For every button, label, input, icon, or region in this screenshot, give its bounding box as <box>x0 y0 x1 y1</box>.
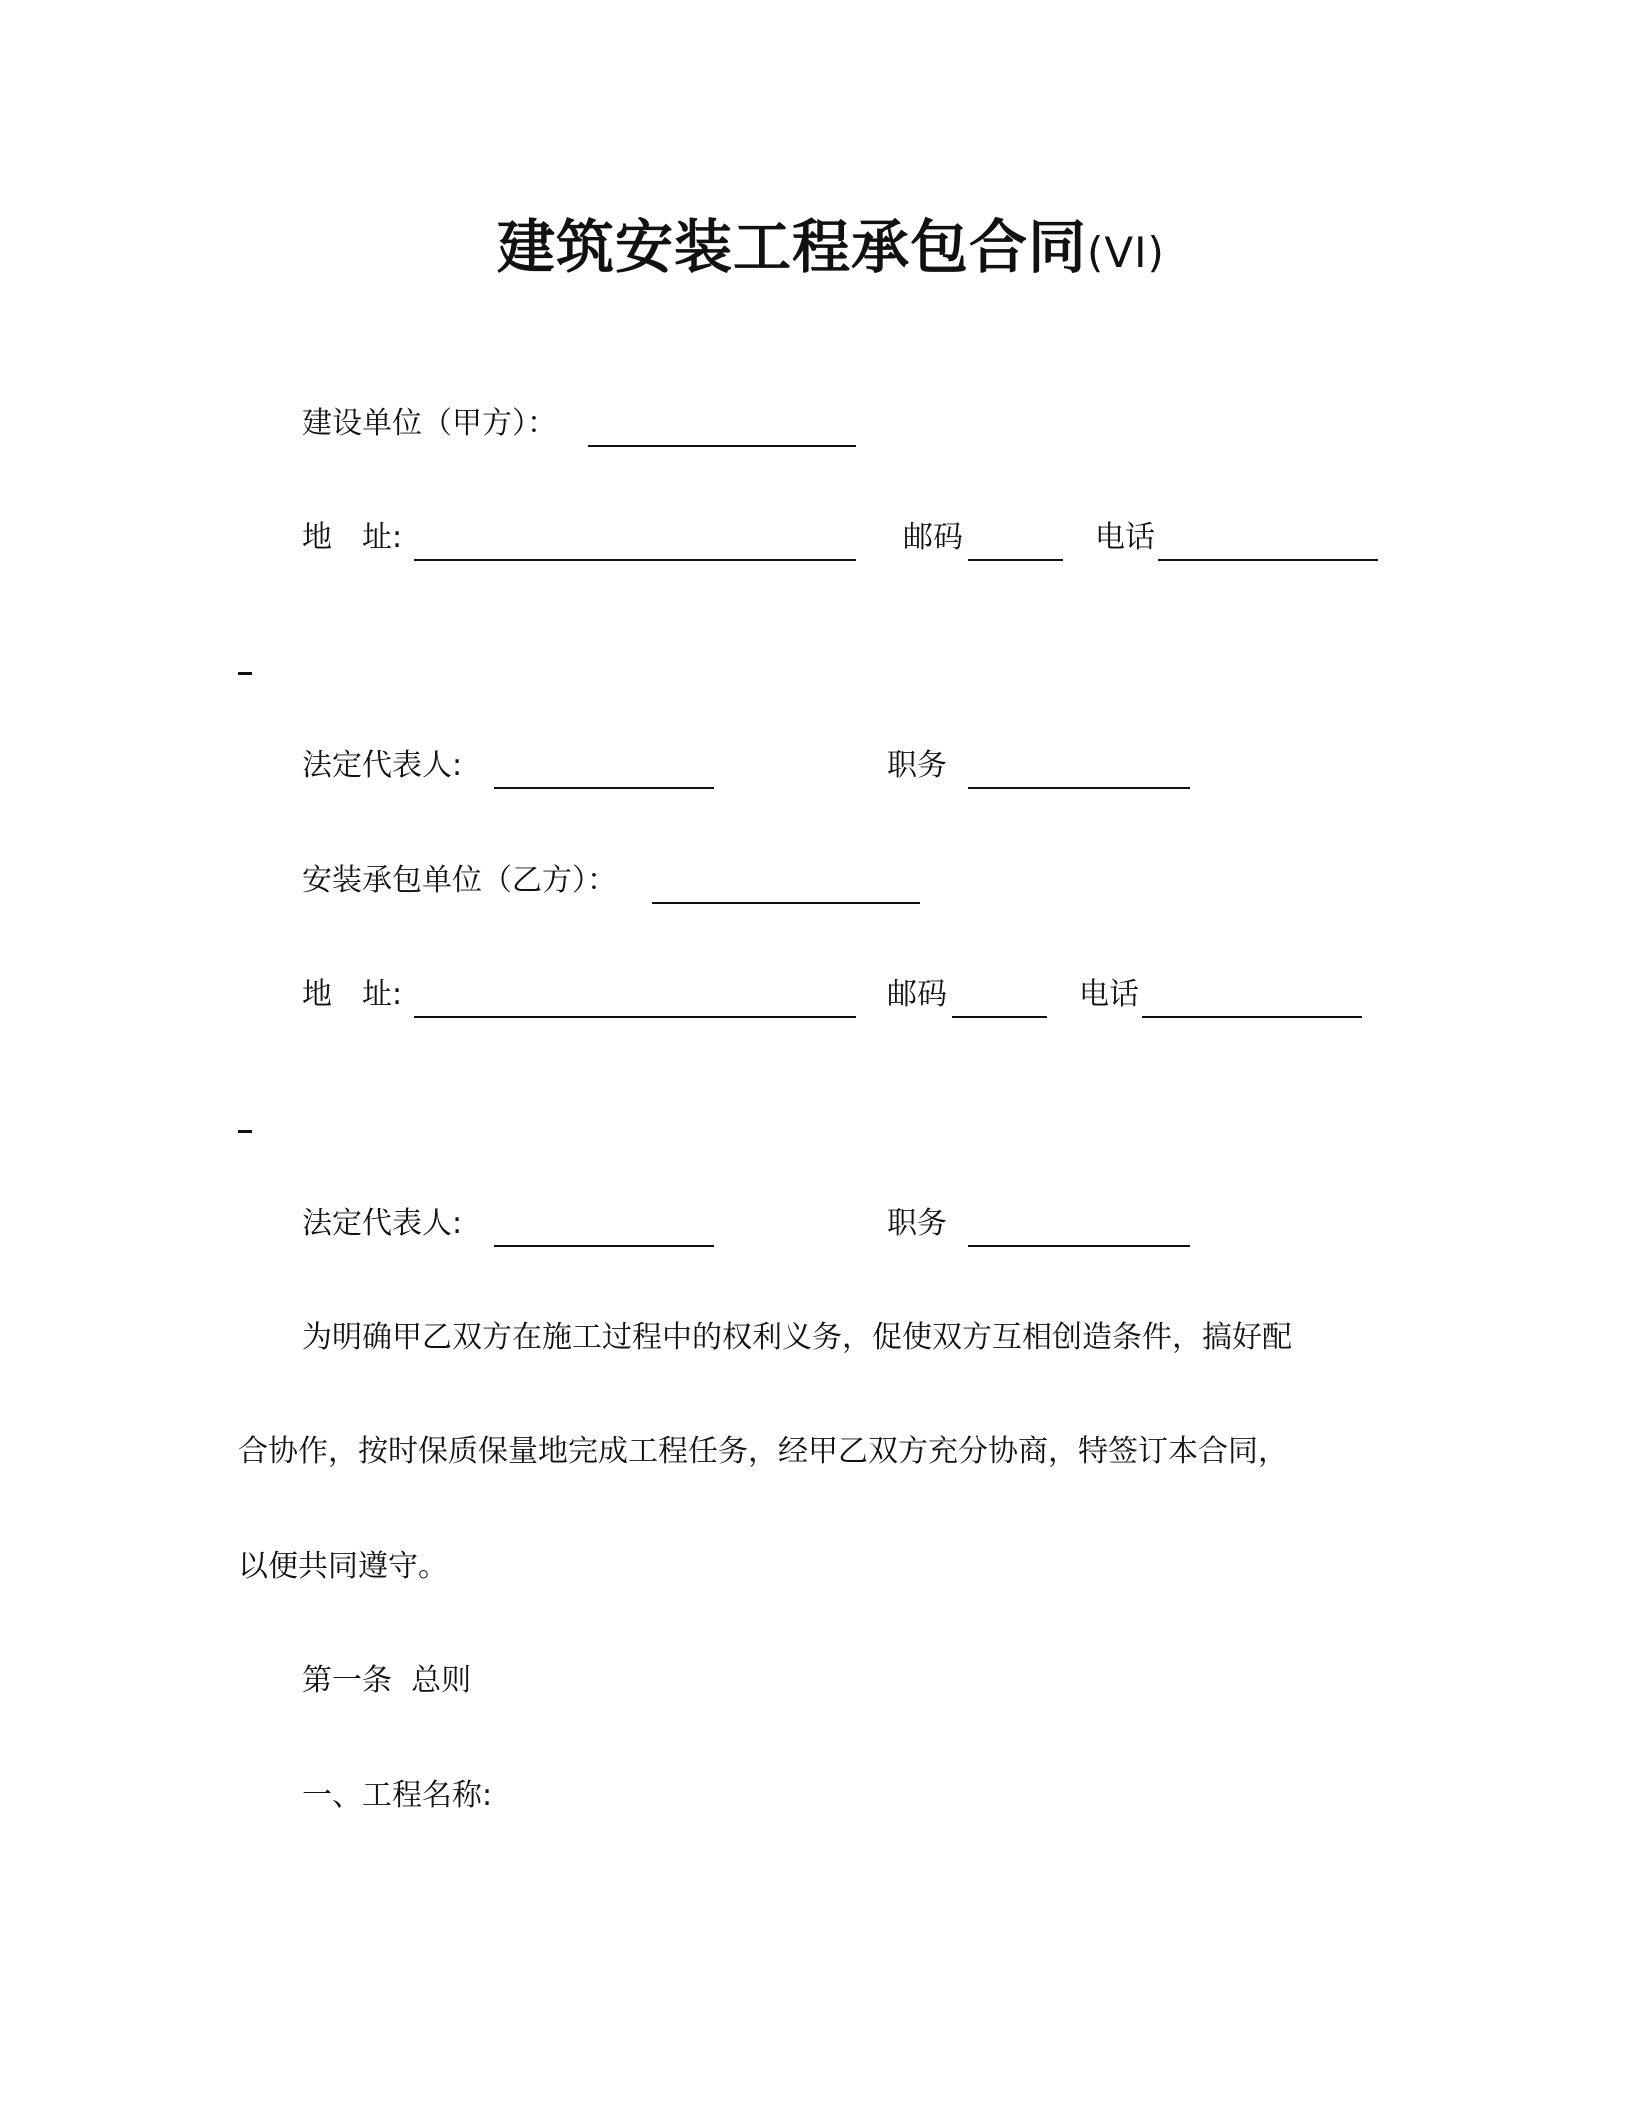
party-a-phone-field[interactable] <box>1158 559 1378 561</box>
party-b-position-field[interactable] <box>968 1245 1190 1247</box>
party-a-unit-field[interactable] <box>588 445 856 447</box>
party-b-address-label: 地 址: <box>302 977 403 1012</box>
party-b-legal-rep-label: 法定代表人: <box>302 1206 463 1241</box>
party-b-postcode-label: 邮码 <box>887 977 947 1012</box>
party-b-position-label: 职务 <box>887 1206 947 1241</box>
party-a-phone-label: 电话 <box>1095 520 1155 555</box>
article-1-heading: 第一条 总则 <box>302 1663 472 1698</box>
preamble-line-1: 为明确甲乙双方在施工过程中的权利义务，促使双方互相创造条件，搞好配 <box>302 1320 1292 1355</box>
party-b-address-field[interactable] <box>414 1016 856 1018</box>
title-text: 建筑安装工程承包合同 <box>497 213 1088 281</box>
party-a-postcode-field[interactable] <box>968 559 1063 561</box>
party-b-legal-rep-field[interactable] <box>494 1245 714 1247</box>
party-b-phone-field[interactable] <box>1142 1016 1362 1018</box>
party-a-legal-rep-label: 法定代表人: <box>302 748 463 783</box>
title-suffix: (VI) <box>1087 228 1165 277</box>
party-b-unit-field[interactable] <box>652 902 920 904</box>
preamble-line-3: 以便共同遵守。 <box>238 1549 448 1584</box>
party-a-address-field[interactable] <box>414 559 856 561</box>
party-a-position-field[interactable] <box>968 787 1190 789</box>
party-b-phone-label: 电话 <box>1079 977 1139 1012</box>
party-a-postcode-label: 邮码 <box>903 520 963 555</box>
party-a-unit-label: 建设单位（甲方）： <box>302 406 557 441</box>
party-b-postcode-field[interactable] <box>952 1016 1047 1018</box>
party-b-dash <box>238 1130 252 1133</box>
party-a-legal-rep-field[interactable] <box>494 787 714 789</box>
party-a-address-label: 地 址: <box>302 520 403 555</box>
article-1-item-1: 一、工程名称: <box>302 1778 493 1813</box>
party-a-dash <box>238 672 252 675</box>
party-b-unit-label: 安装承包单位（乙方）： <box>302 863 617 898</box>
page-title <box>497 200 1165 284</box>
preamble-line-2: 合协作，按时保质保量地完成工程任务，经甲乙双方充分协商，特签订本合同， <box>238 1434 1288 1469</box>
party-a-position-label: 职务 <box>887 748 947 783</box>
